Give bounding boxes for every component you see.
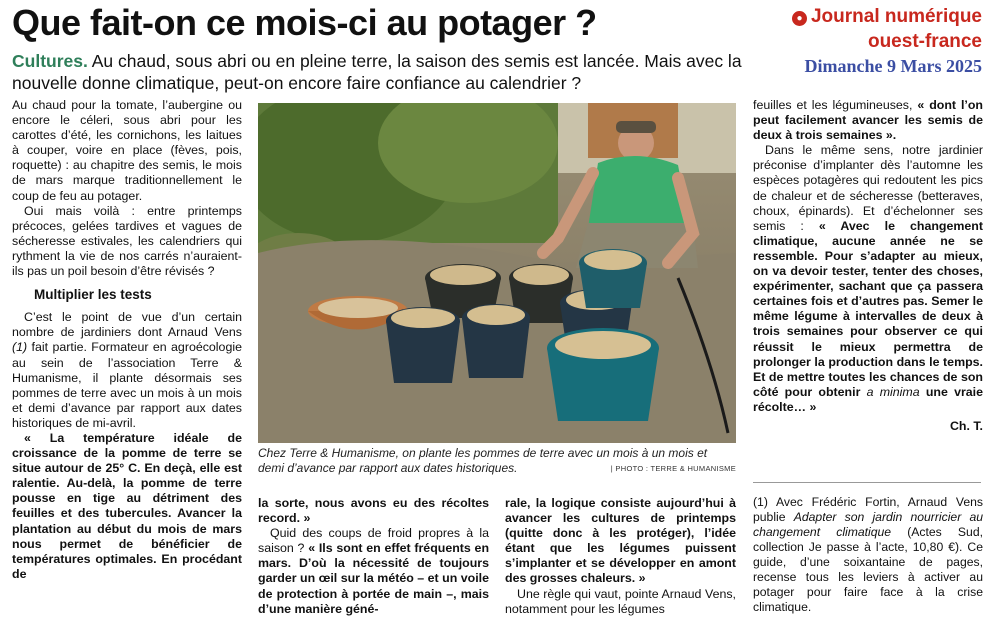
paragraph: feuilles et les légumineuses, « dont l’on peut facilement avancer les semis de deux à trois semaines ».: [753, 98, 983, 143]
lede-text: Au chaud, sous abri ou en pleine terre, la saison des semis est lancée. Mais avec la nouvelle donne climatique, peut-on encore faire confiance au calendrier ?: [12, 51, 742, 93]
paragraph: Quid des coups de froid propres à la saison ? « Ils sont en effet fréquents en mars. D’où la nécessité de toujours garder un œil sur la météo – et un voile de protection à portée de main –, mais d’une manière géné-: [258, 526, 490, 616]
article-column-2: [258, 496, 489, 617]
ouest-france-logo-icon: ●: [792, 11, 807, 26]
divider: [753, 482, 981, 483]
publication-date: Dimanche 9 Mars 2025: [804, 56, 982, 76]
quote-paragraph: « La température idéale de croissance de la pomme de terre se situe autour de 25° C. En deçà, elle est ralentie. Au-delà, la pomme de terre pousse en tige au détriment des feuilles et des tubercules. Avancer la plantation au début du mois de mars nous permet de bénéficier de températures optimales. En procédant de: [12, 430, 242, 581]
lede: [12, 50, 772, 94]
photo-caption: Chez Terre & Humanisme, on plante les pommes de terre avec un mois à un mois et demi d’avance par rapport aux dates historiques.: [258, 446, 708, 475]
article-column-1: [12, 98, 242, 582]
quote-paragraph: rale, la logique consiste aujourd’hui à avancer les cultures de printemps (quitte donc à les protéger), l’idée étant que les légumes puissent s’implanter et se développer en amont des grosses chaleurs. »: [505, 496, 736, 586]
article-column-3: [505, 496, 736, 617]
lede-kicker: Cultures.: [12, 51, 88, 71]
headline: Que fait-on ce mois-ci au potager ?: [12, 2, 597, 43]
paragraph: Dans le même sens, notre jardinier préconise d’implanter dès l’automne les espèces potagères qui redoutent les pics de chaleur et de sécheresse (betteraves, choux, épinards). Et d’échelonner ses semis : « Avec le changement climatique, aucune année ne se ressemble. Pour s’adapter au mieux, on va devoir tester, tenter des choses, expérimenter, sachant que ça passera certaines fois et d’autres pas. Semer le même légume à intervalles de deux à trois semaines pour observer ce qui réussit le mieux permettra de prolonger la production dans le temps. Et de mettre toutes les chances de son côté pour obtenir a minima une vraie récolte… »: [753, 143, 984, 414]
article-column-4: [753, 98, 983, 434]
article-photo: [258, 103, 736, 443]
paragraph: Oui mais voilà : entre printemps précoces, gelées tardives et vagues de sécheresse estivales, les calendriers qui rythment la vie de nos carrés n’auraient-ils pas un poil besoin d’être révisés ?: [12, 203, 242, 279]
paragraph: Une règle qui vaut, pointe Arnaud Vens, notamment pour les légumes: [505, 586, 736, 616]
paragraph: Au chaud pour la tomate, l’aubergine ou encore le céleri, sous abri pour les carottes d’été, les cornichons, les laitues à couper, voire en place (fèves, pois, roquette) : au chapitre des semis, le mois de mars marque traditionnellement le coup de feu au potager.: [12, 98, 242, 203]
brand-line-1: ● Journal numérique: [792, 4, 982, 29]
author-signature: Ch. T.: [949, 418, 983, 433]
source-block: [792, 4, 982, 78]
brand-line-2: ouest-france: [867, 31, 982, 52]
potato-harvest-illustration: [258, 103, 736, 443]
photo-credit: | PHOTO : TERRE & HUMANISME: [610, 464, 736, 473]
quote-paragraph: la sorte, nous avons eu des récoltes record. »: [258, 496, 489, 526]
subheading: Multiplier les tests: [34, 287, 152, 303]
footnote: (1) Avec Frédéric Fortin, Arnaud Vens publie Adapter son jardin nourricier au changement climatique (Actes Sud, collection Je passe à l’acte, 10,80 €). Ce guide, d’une soixantaine de pages, recense tous les leviers à activer au potager pour faire face à la crise climatique.: [753, 495, 984, 614]
paragraph: C’est le point de vue d’un certain nombre de jardiniers dont Arnaud Vens (1) fait partie. Formateur en agroécologie au sein de l’association Terre & Humanisme, il plante désormais ses pommes de terre avec un mois à un mois et demi d’avance par rapport aux dates historiques de mi-avril.: [12, 310, 242, 430]
